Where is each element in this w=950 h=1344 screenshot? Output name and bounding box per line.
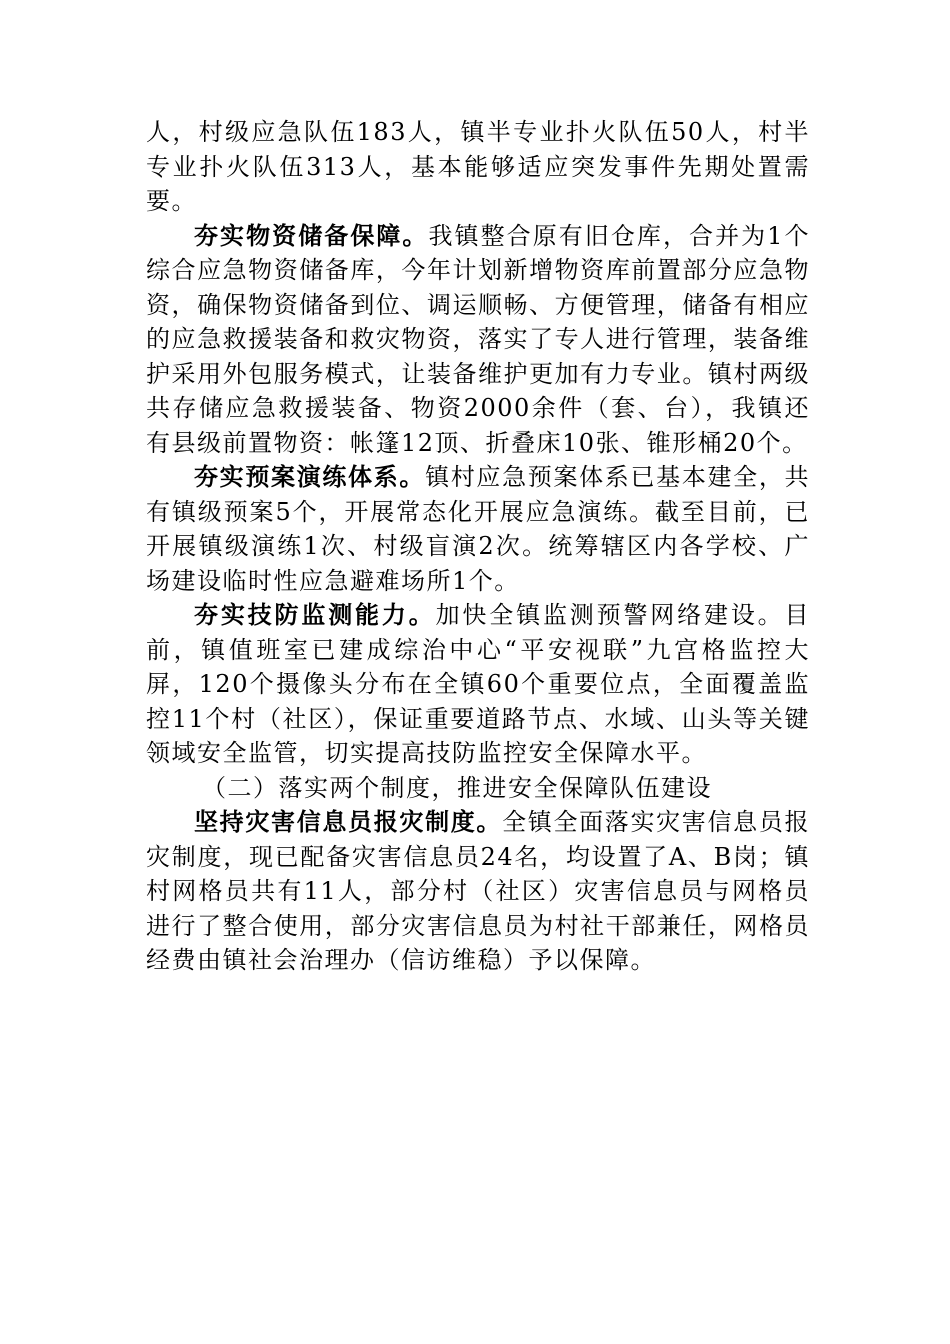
paragraph-lead: 坚持灾害信息员报灾制度。 (194, 807, 503, 836)
paragraph-lead: 夯实物资储备保障。 (194, 220, 429, 250)
paragraph-lead: 夯实技防监测能力。 (194, 600, 436, 629)
paragraph-monitoring (146, 598, 810, 771)
paragraph-material-reserve (146, 219, 810, 461)
paragraph-disaster-reporting (146, 805, 810, 978)
paragraph-text: 镇村应急预案体系已基本建全，共有镇级预案5个，开展常态化开展应急演练。截至目前，已开展镇级演练1次、村级盲演2次。统筹辖区内各学校、广场建设临时性应急避难场所1个。 (146, 463, 811, 595)
paragraph-text: 全镇全面落实灾害信息员报灾制度，现已配备灾害信息员24名，均设置了A、B岗；镇村网格员共有11人，部分村（社区）灾害信息员与网格员进行了整合使用，部分灾害信息员为村社干部兼任，网格员经费由镇社会治理办（信访维稳）予以保障。 (146, 808, 811, 974)
paragraph-text: 加快全镇监测预警网络建设。目前，镇值班室已建成综治中心“平安视联”九宫格监控大屏，120个摄像头分布在全镇60个重要位点，全面覆盖监控11个村（社区），保证重要道路节点、水域、山头等关键领域安全监管，切实提高技防监控安全保障水平。 (146, 601, 811, 767)
paragraph-lead: 夯实预案演练体系。 (194, 462, 426, 491)
paragraph-text: 我镇整合原有旧仓库，合并为1个综合应急物资储备库，今年计划新增物资库前置部分应急物资，确保物资储备到位、调运顺畅、方便管理，储备有相应的应急救援装备和救灾物资，落实了专人进行管理，装备维护采用外包服务模式，让装备维护更加有力专业。镇村两级共存储应急救援装备、物资2000余件（套、台），我镇还有县级前置物资：帐篷12顶、折叠床10张、锥形桶20个。 (146, 221, 810, 457)
paragraph-emergency-plan (146, 460, 810, 598)
section-subheading (146, 771, 810, 806)
paragraph-continuation (146, 115, 810, 219)
document-body (146, 115, 810, 978)
subheading-text: （二）落实两个制度，推进安全保障队伍建设 (202, 773, 712, 802)
paragraph-text: 人，村级应急队伍183人，镇半专业扑火队伍50人，村半专业扑火队伍313人，基本能够适应突发事件先期处置需要。 (146, 118, 810, 215)
